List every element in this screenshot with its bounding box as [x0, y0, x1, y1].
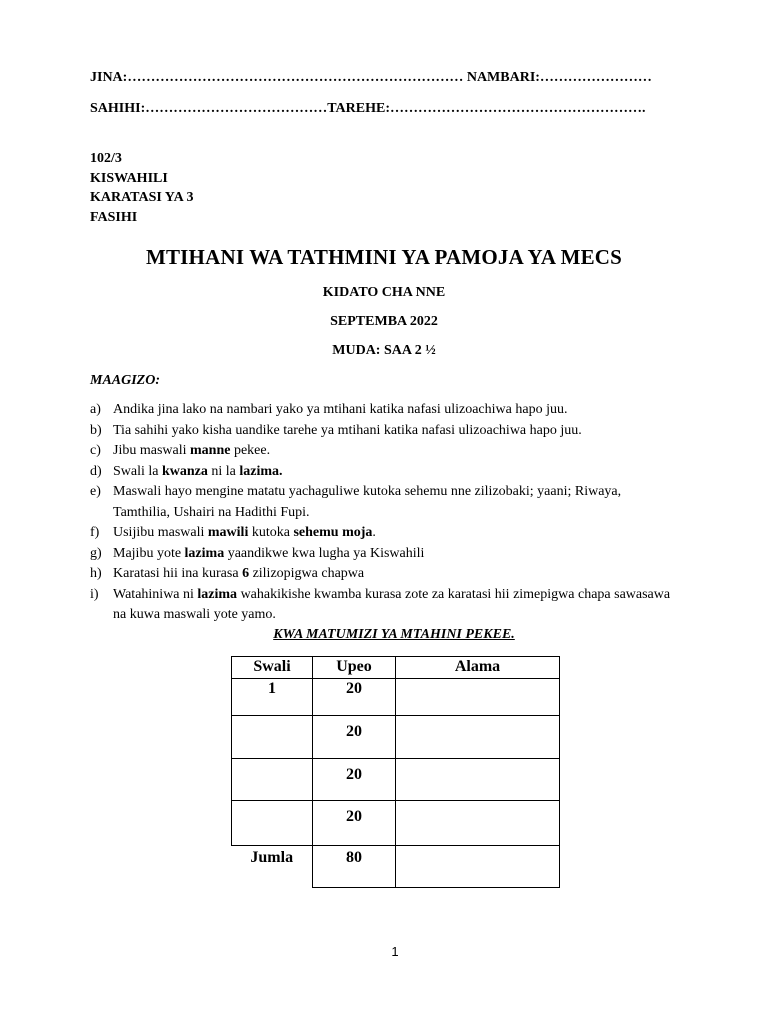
cell-alama[interactable]: [396, 679, 560, 716]
cell-upeo: 20: [313, 801, 396, 846]
total-label: Jumla: [232, 846, 313, 888]
instruction-text: Usijibu maswali: [113, 525, 208, 540]
total-row: [232, 846, 560, 888]
instruction-text: Maswali hayo mengine matatu yachaguliwe kutoka sehemu nne zilizobaki; yaani; Riwaya, Tamthilia, Ushairi na Hadithi Fupi.: [113, 484, 622, 520]
cell-alama[interactable]: [396, 759, 560, 801]
table-row: [232, 716, 560, 759]
cell-swali: [232, 801, 313, 846]
cell-alama[interactable]: [396, 716, 560, 759]
instruction-item: [90, 585, 680, 626]
instruction-marker: d): [90, 463, 102, 479]
cell-upeo: 20: [313, 679, 396, 716]
instruction-marker: b): [90, 422, 102, 438]
instruction-item: [90, 421, 680, 442]
page-number: 1: [391, 944, 399, 959]
exam-date: SEPTEMBA 2022: [330, 314, 438, 329]
instruction-marker: h): [90, 566, 102, 581]
signature-date-line: SAHIHI:…………………………………TAREHE:……………………………………………….: [90, 101, 646, 116]
instruction-emphasis: 6: [242, 566, 250, 581]
instruction-marker: e): [90, 484, 101, 499]
total-upeo: 80: [313, 846, 396, 888]
instruction-item: [90, 400, 680, 421]
instruction-text: Swali la: [113, 463, 162, 479]
instruction-item: [90, 482, 680, 523]
table-row: [232, 759, 560, 801]
column-header-upeo: Upeo: [313, 657, 396, 679]
cell-swali: [232, 716, 313, 759]
instruction-text: .: [372, 525, 376, 540]
instruction-emphasis: lazima: [197, 586, 238, 602]
instruction-marker: i): [90, 586, 99, 602]
instruction-text: Jibu maswali: [113, 443, 190, 458]
instruction-item: [90, 523, 680, 544]
instruction-item: [90, 564, 680, 585]
paper-code: 102/3: [90, 151, 122, 166]
total-alama[interactable]: [396, 846, 560, 888]
instruction-text: Andika jina lako na nambari yako ya mtihani katika nafasi ulizoachiwa hapo juu.: [113, 402, 568, 417]
paper-details: [90, 149, 193, 227]
instruction-emphasis: lazima: [184, 545, 225, 561]
instructions-list: [90, 400, 680, 626]
instruction-emphasis: kwanza: [162, 463, 208, 479]
instruction-text: ni la: [207, 463, 240, 479]
instruction-emphasis: lazima.: [239, 463, 283, 479]
instruction-item: [90, 544, 680, 565]
instruction-emphasis: mawili: [207, 525, 249, 540]
instruction-emphasis: manne: [190, 443, 231, 458]
instruction-marker: g): [90, 545, 102, 561]
column-header-swali: Swali: [232, 657, 313, 679]
instruction-marker: a): [90, 402, 101, 417]
instruction-marker: c): [90, 443, 101, 458]
cell-swali: 1: [232, 679, 313, 716]
cell-upeo: 20: [313, 759, 396, 801]
instruction-text: Tia sahihi yako kisha uandike tarehe ya mtihani katika nafasi ulizoachiwa hapo juu.: [113, 422, 582, 438]
instruction-emphasis: sehemu moja: [293, 525, 373, 540]
cell-upeo: 20: [313, 716, 396, 759]
marks-table: [231, 656, 560, 888]
instruction-text: kutoka: [248, 525, 294, 540]
instruction-text: zilizopigwa chapwa: [249, 566, 365, 581]
instruction-item: [90, 441, 680, 462]
examiner-use-heading: KWA MATUMIZI YA MTAHINI PEKEE.: [273, 627, 515, 642]
exam-form: KIDATO CHA NNE: [322, 285, 446, 300]
instruction-text: pekee.: [230, 443, 271, 458]
subject-name: KISWAHILI: [90, 170, 168, 186]
instruction-item: [90, 462, 680, 483]
table-row: [232, 679, 560, 716]
marks-table-header: [232, 657, 560, 679]
instruction-text: Watahiniwa ni: [113, 586, 198, 602]
column-header-alama: Alama: [396, 657, 560, 679]
instruction-text: Karatasi hii ina kurasa: [113, 566, 243, 581]
cell-swali: [232, 759, 313, 801]
instruction-text: yaandikwe kwa lugha ya Kiswahili: [224, 545, 425, 561]
paper-topic: FASIHI: [90, 209, 138, 225]
instruction-text: wahakikishe kwamba kurasa zote za karatasi hii zimepigwa chapa sawasawa na kuwa maswali yote yamo.: [113, 586, 671, 622]
exam-duration: MUDA: SAA 2 ½: [332, 343, 436, 358]
paper-number: KARATASI YA 3: [90, 190, 194, 205]
name-number-line: JINA:……………………………………………………………… NAMBARI:……………………: [90, 70, 652, 85]
cell-alama[interactable]: [396, 801, 560, 846]
instruction-marker: f): [90, 525, 100, 540]
instructions-heading: MAAGIZO:: [90, 373, 161, 388]
table-row: [232, 801, 560, 846]
exam-title: MTIHANI WA TATHMINI YA PAMOJA YA MECS: [145, 245, 623, 269]
instruction-text: Majibu yote: [113, 545, 185, 561]
